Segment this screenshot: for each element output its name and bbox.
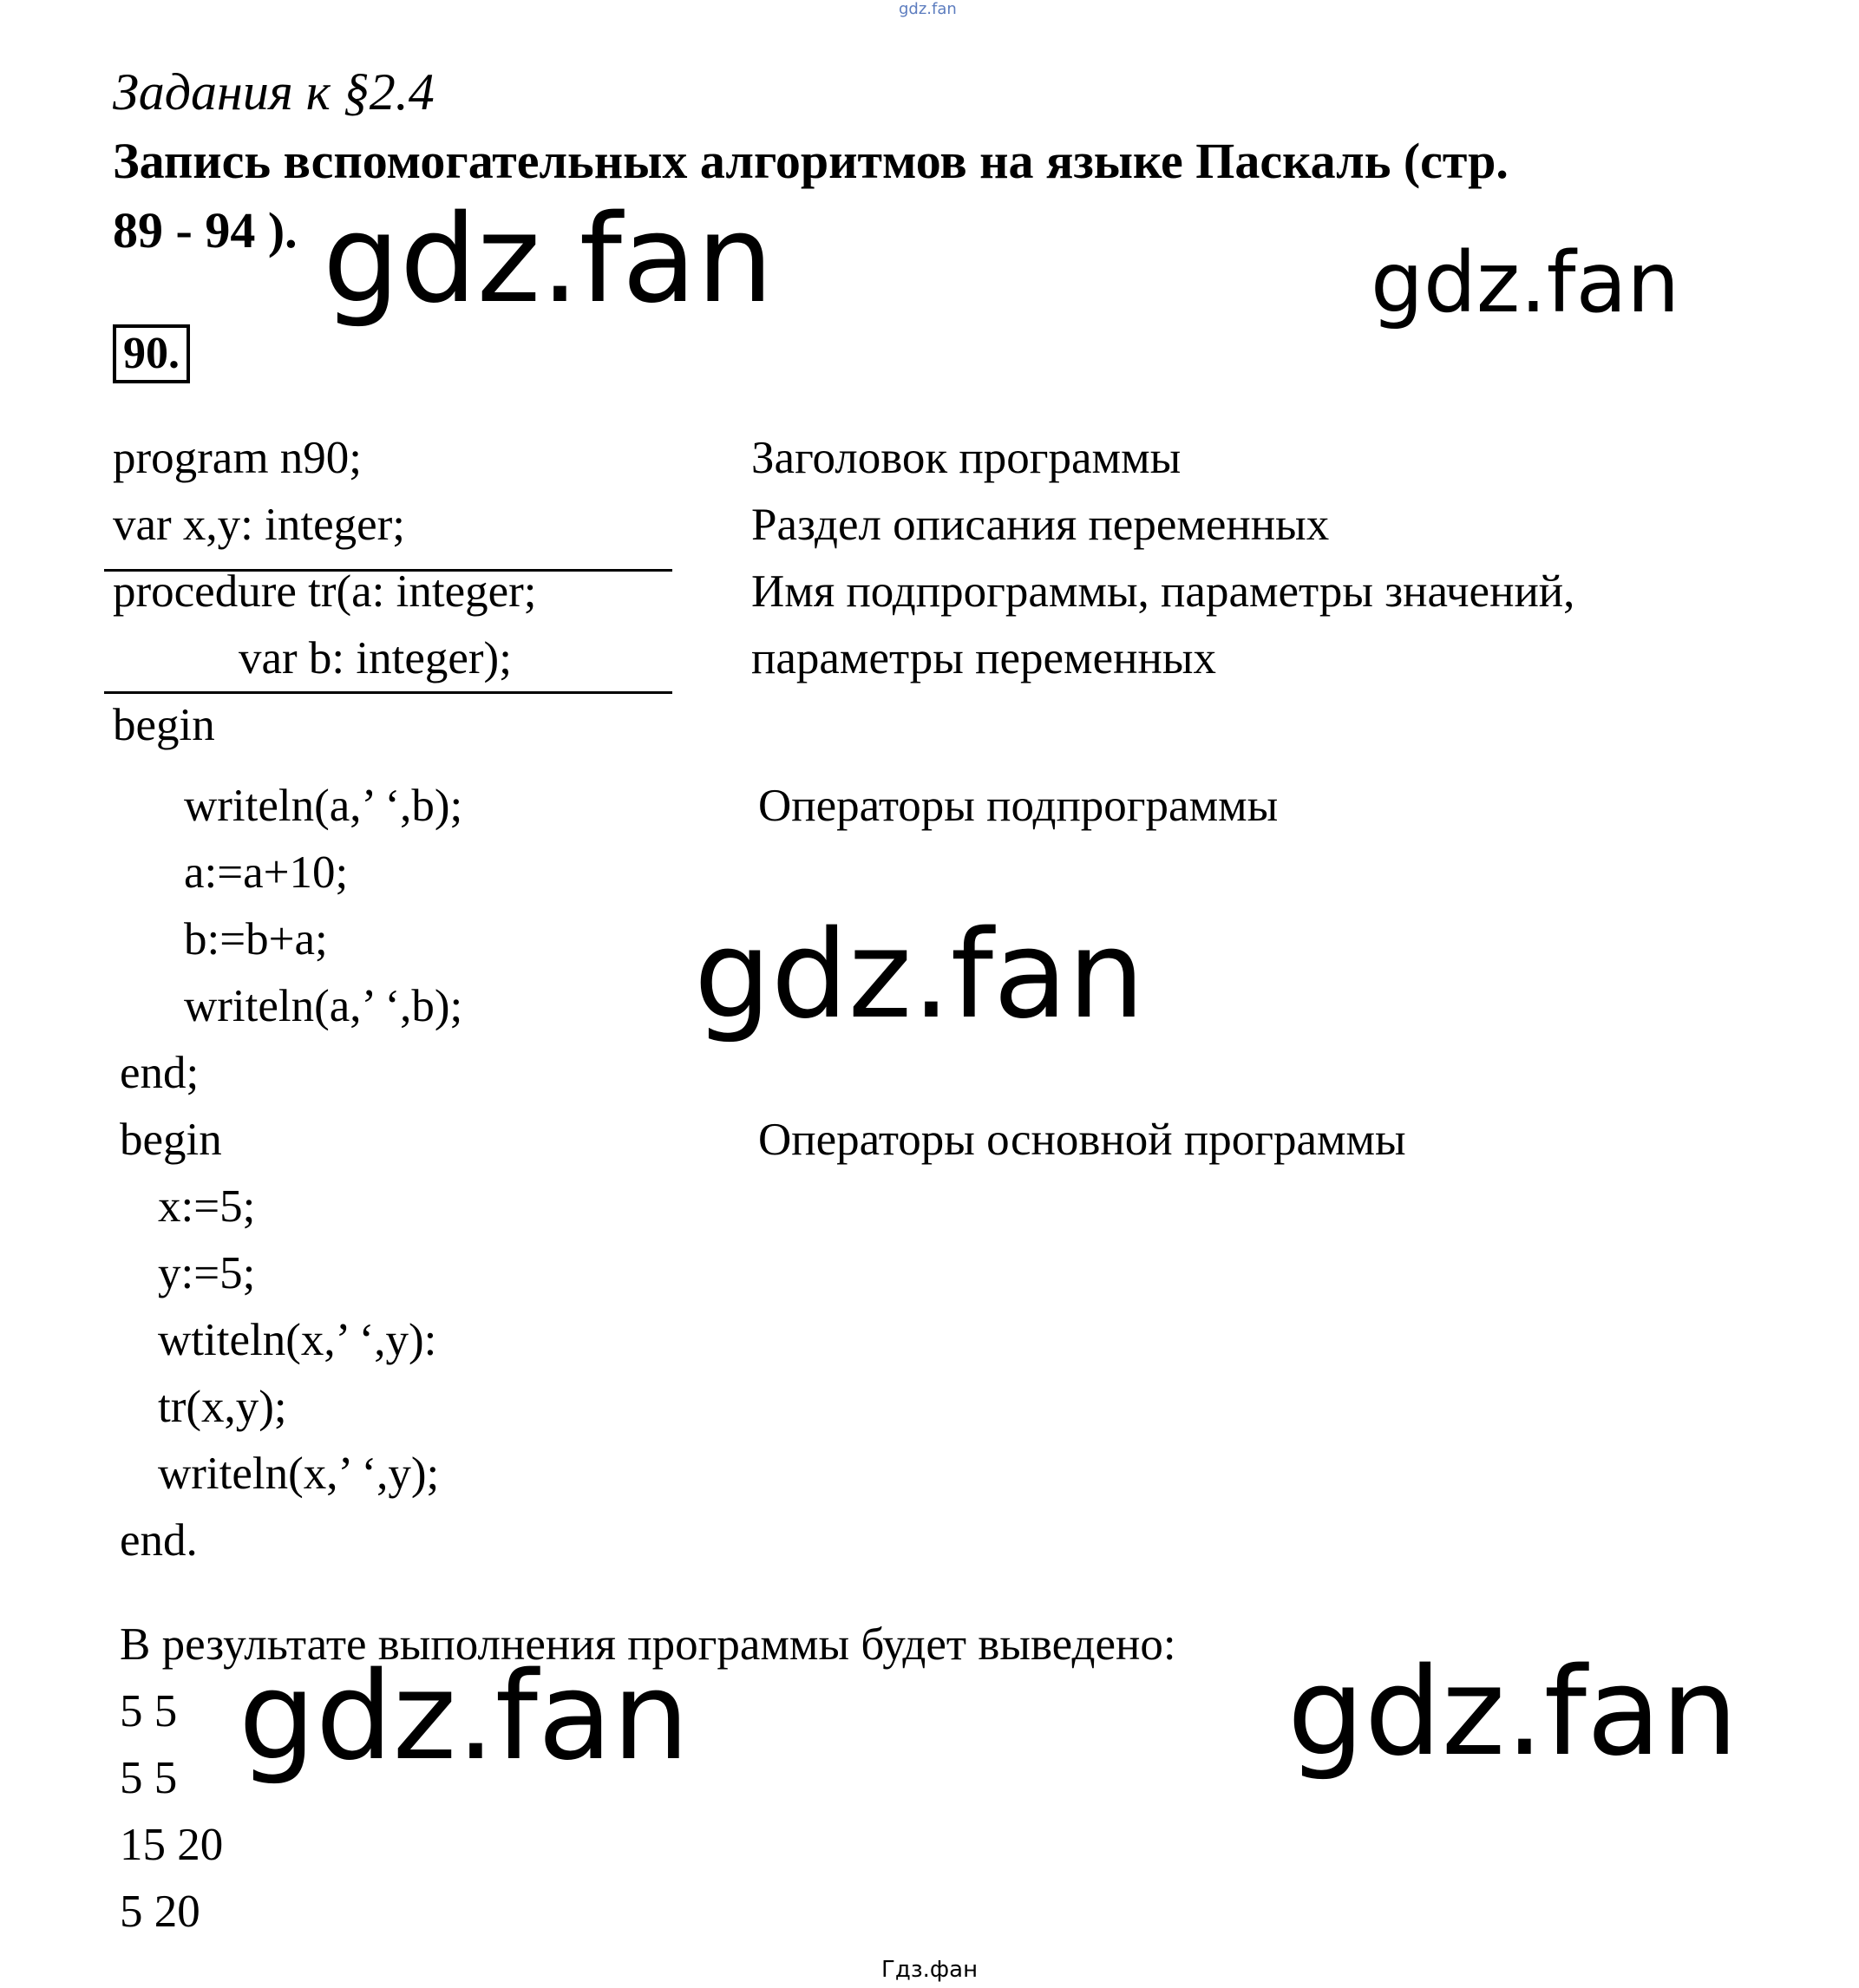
top-watermark: gdz.fan: [899, 0, 957, 18]
result-line-1: 5 5: [120, 1686, 178, 1736]
watermark-5: gdz.fan: [1287, 1642, 1738, 1783]
code-line-var-b: var b: integer);: [239, 633, 512, 683]
code-line-b-assign: b:=b+a;: [184, 914, 328, 965]
comment-sub-ops: Операторы подпрограммы: [758, 781, 1279, 831]
code-line-writeln-1: writeln(a,’ ‘,b);: [184, 781, 463, 831]
watermark-1: gdz.fan: [323, 189, 774, 330]
code-line-end-main: end.: [120, 1515, 198, 1566]
code-line-begin-sub: begin: [113, 700, 215, 750]
result-intro: В результате выполнения программы будет выведено:: [120, 1619, 1176, 1670]
code-line-y-assign: y:=5;: [158, 1248, 256, 1298]
code-line-wtiteln: wtiteln(x,’ ‘,y):: [158, 1315, 437, 1365]
code-line-begin-main: begin: [120, 1115, 222, 1165]
watermark-4: gdz.fan: [239, 1646, 690, 1788]
code-line-writeln-3: writeln(x,’ ‘,y);: [158, 1448, 440, 1499]
comment-main-ops: Операторы основной программы: [758, 1115, 1406, 1165]
result-line-2: 5 5: [120, 1753, 178, 1803]
watermark-2: gdz.fan: [1371, 234, 1680, 331]
code-line-end-sub: end;: [120, 1048, 200, 1098]
task-number-box: 90.: [113, 324, 190, 383]
section-title: Задания к §2.4: [113, 63, 435, 121]
heading-line-1: Запись вспомогательных алгоритмов на языке Паскаль (стр.: [113, 133, 1509, 189]
result-line-3: 15 20: [120, 1820, 224, 1870]
comment-header: Заголовок программы: [751, 433, 1182, 483]
code-line-program: program n90;: [113, 433, 363, 483]
footer-watermark: Гдз.фан: [881, 1957, 979, 1983]
code-line-procedure: procedure tr(a: integer;: [113, 566, 537, 617]
procedure-bottom-rule: [104, 691, 672, 694]
comment-proc-line-2: параметры переменных: [751, 633, 1216, 683]
heading-line-2: 89 - 94 ).: [113, 202, 298, 258]
code-line-tr-call: tr(x,y);: [158, 1382, 287, 1432]
comment-vars: Раздел описания переменных: [751, 500, 1330, 550]
code-line-a-assign: a:=a+10;: [184, 847, 349, 898]
code-line-var: var x,y: integer;: [113, 500, 406, 550]
code-line-x-assign: x:=5;: [158, 1181, 256, 1232]
comment-proc-line-1: Имя подпрограммы, параметры значений,: [751, 566, 1575, 617]
code-line-writeln-2: writeln(a,’ ‘,b);: [184, 981, 463, 1031]
watermark-3: gdz.fan: [694, 905, 1145, 1046]
result-line-4: 5 20: [120, 1887, 200, 1937]
